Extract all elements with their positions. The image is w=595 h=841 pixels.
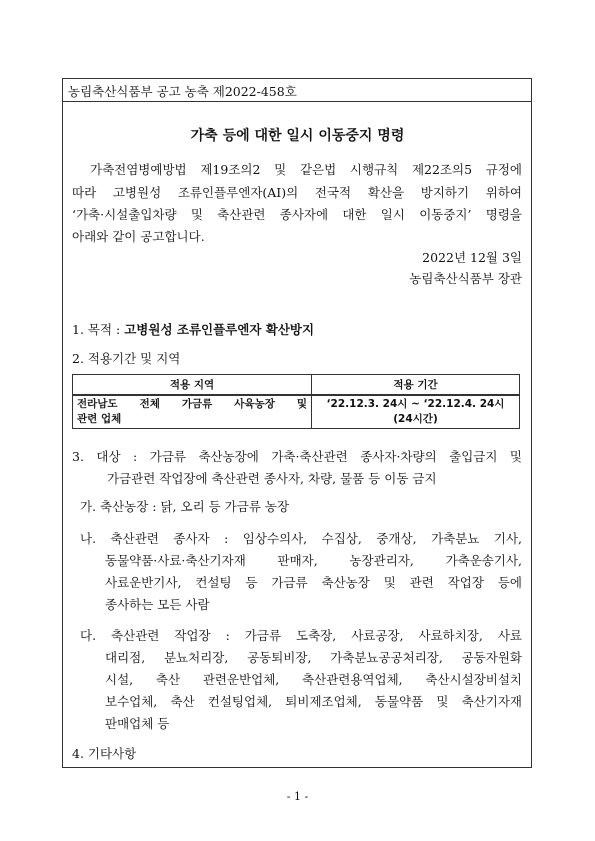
section3-line-1: 3. 대상 : 가금류 축산농장에 가축·축산관련 종사자·차량의 출입금지 및 (72, 449, 522, 464)
notice-date: 2022년 12월 3일 (422, 250, 522, 265)
item-ga: 가. 축산농장 : 닭, 오리 등 가금류 농장 (80, 499, 290, 514)
item-da-line-3: 시설, 축산 관련운반업체, 축산관련용역업체, 축산시설장비설치 (105, 672, 522, 687)
item-da-line-2: 대리점, 분뇨처리장, 공동퇴비장, 가축분뇨공공처리장, 공동자원화 (105, 650, 522, 665)
table-row (73, 395, 520, 429)
item-da-line-5: 판매업체 등 (105, 716, 170, 731)
period-region-table (72, 374, 520, 429)
intro-line-2: 따라 고병원성 조류인플루엔자(AI)의 전국적 확산을 방지하기 위하여 (72, 185, 522, 200)
table-cell-period (312, 395, 520, 429)
item-na-line-1: 나. 축산관련 종사자 : 임상수의사, 수집상, 중개상, 가축분뇨 기사, (80, 531, 522, 546)
page-number: - 1 - (286, 790, 309, 803)
issuer: 농림축산식품부 장관 (409, 271, 522, 286)
intro-line-3: ‘가축·시설출입차량 및 축산관련 종사자에 대한 일시 이동중지’ 명령을 (72, 207, 522, 222)
section1-label: 1. 목적 : (72, 322, 121, 337)
region-line-2: 관련 업체 (77, 413, 122, 425)
item-na-line-4: 종사하는 모든 사람 (105, 597, 210, 612)
notice-number: 농림축산식품부 공고 농축 제2022-458호 (68, 84, 297, 99)
period-line-1: ‘22.12.3. 24시 ~ ‘22.12.4. 24시 (326, 398, 505, 410)
period-line-2: (24시간) (393, 413, 438, 425)
table-cell-region (73, 395, 312, 429)
header-divider (62, 101, 532, 102)
item-na-line-3: 사료운반기사, 컨설팅 등 가금류 축산농장 및 관련 작업장 등에 (105, 575, 522, 590)
table-header-row (73, 375, 520, 396)
intro-line-4: 아래와 같이 공고합니다. (72, 229, 205, 244)
section1-value: 고병원성 조류인플루엔자 확산방지 (124, 322, 315, 337)
section3-line-2: 가금관련 작업장에 축산관련 종사자, 차량, 물품 등 이동 금지 (107, 471, 437, 486)
table-header-period: 적용 기간 (312, 375, 520, 396)
item-da-line-1: 다. 축산관련 작업장 : 가금류 도축장, 사료공장, 사료하치장, 사료 (80, 628, 522, 643)
table-header-region: 적용 지역 (73, 375, 312, 396)
section2-label: 2. 적용기간 및 지역 (72, 351, 181, 366)
page-title: 가축 등에 대한 일시 이동중지 명령 (190, 128, 405, 144)
item-na-line-2: 동물약품·사료·축산기자재 판매자, 농장관리자, 가축운송기사, (105, 553, 522, 568)
item-da-line-4: 보수업체, 축산 컨설팅업체, 퇴비제조업체, 동물약품 및 축산기자재 (105, 694, 522, 709)
section1 (72, 322, 314, 337)
section4-label: 4. 기타사항 (72, 746, 137, 761)
region-line-1: 전라남도 전체 가금류 사육농장 및 (77, 398, 307, 410)
intro-line-1: 가축전염병예방법 제19조의2 및 같은법 시행규칙 제22조의5 규정에 (90, 162, 522, 177)
